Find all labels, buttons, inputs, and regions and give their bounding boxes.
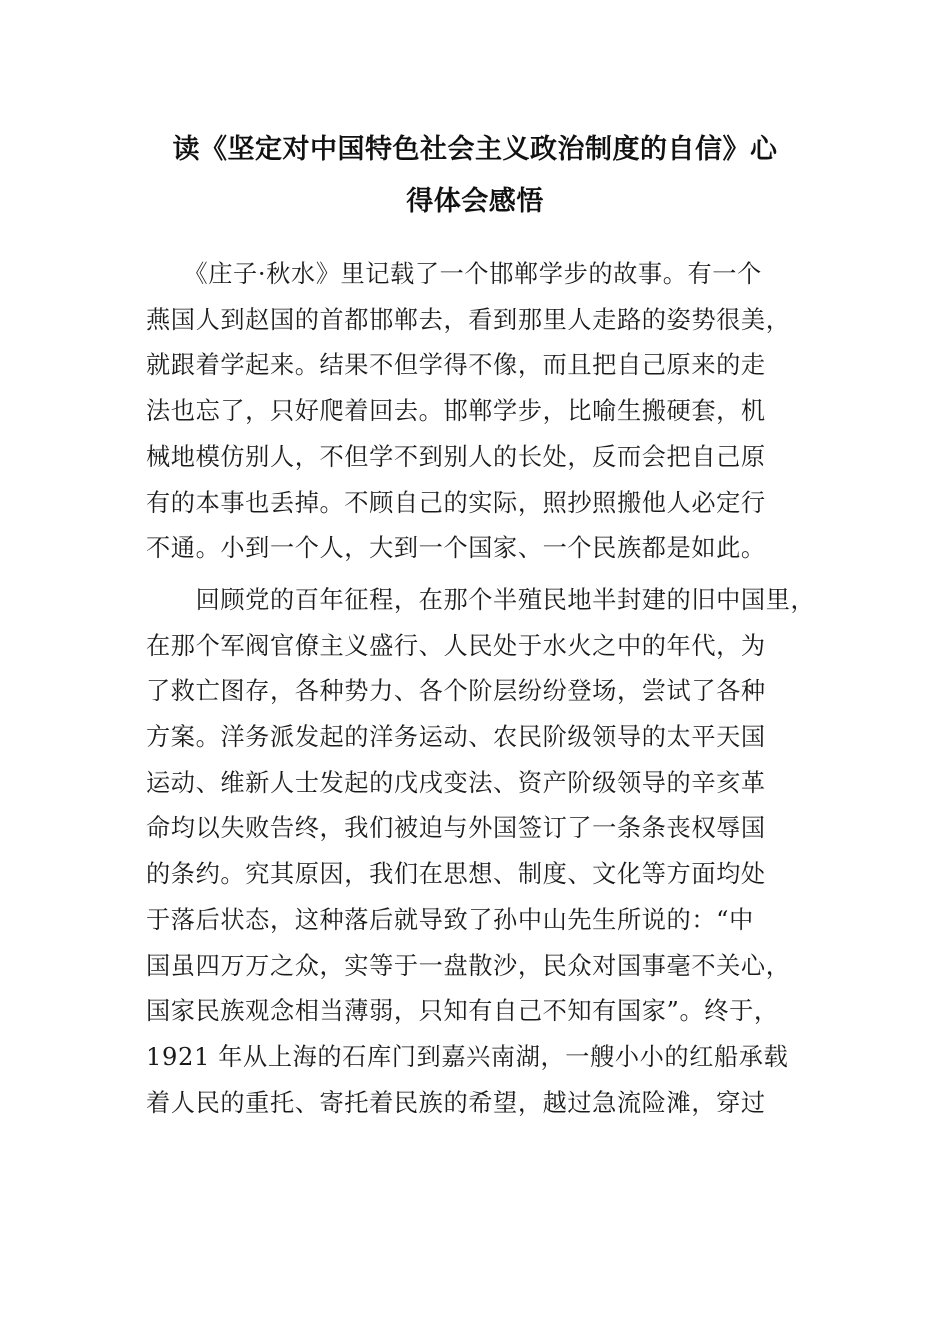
text-line: 于落后状态，这种落后就导致了孙中山先生所说的：“中 [146,905,754,934]
text-line: 《庄子·秋水》里记载了一个邯郸学步的故事。有一个 [146,260,762,288]
text-line: 在那个军阀官僚主义盛行、人民处于水火之中的年代，为 [146,631,766,660]
paragraph-1 [146,252,826,572]
text-line: 法也忘了，只好爬着回去。邯郸学步，比喻生搬硬套，机 [146,397,766,426]
text-line: 运动、维新人士发起的戊戌变法、资产阶级领导的辛亥革 [146,768,766,797]
title-line: 读《坚定对中国特色社会主义政治制度的自信》心 [172,134,778,165]
text-line: 就跟着学起来。结果不但学得不像，而且把自己原来的走 [146,351,766,380]
text-line: 械地模仿别人，不但学不到别人的长处，反而会把自己原 [146,442,766,471]
text-line: 命均以失败告终，我们被迫与外国签订了一条条丧权辱国 [146,814,766,843]
text-line: 了救亡图存，各种势力、各个阶层纷纷登场，尝试了各种 [146,677,766,706]
text-line: 的条约。究其原因，我们在思想、制度、文化等方面均处 [146,860,766,889]
text-line: 回顾党的百年征程，在那个半殖民地半封建的旧中国里， [146,585,816,614]
text-line: 方案。洋务派发起的洋务运动、农民阶级领导的太平天国 [146,723,766,752]
text-line: 国家民族观念相当薄弱，只知有自己不知有国家”。终于， [146,997,779,1026]
text-line: 不通。小到一个人，大到一个国家、一个民族都是如此。 [146,534,766,563]
text-line: 着人民的重托、寄托着民族的希望，越过急流险滩，穿过 [146,1088,766,1117]
text-line: 有的本事也丢掉。不顾自己的实际，照抄照搬他人必定行 [146,488,766,517]
title-line: 得体会感悟 [406,186,544,217]
text-line: 1921 年从上海的石库门到嘉兴南湖，一艘小小的红船承载 [146,1042,789,1071]
paragraph-2 [146,578,826,1126]
text-line: 国虽四万万之众，实等于一盘散沙，民众对国事毫不关心， [146,951,791,980]
document-title [120,124,830,228]
text-line: 燕国人到赵国的首都邯郸去，看到那里人走路的姿势很美， [146,305,791,334]
document-body [146,252,826,1132]
